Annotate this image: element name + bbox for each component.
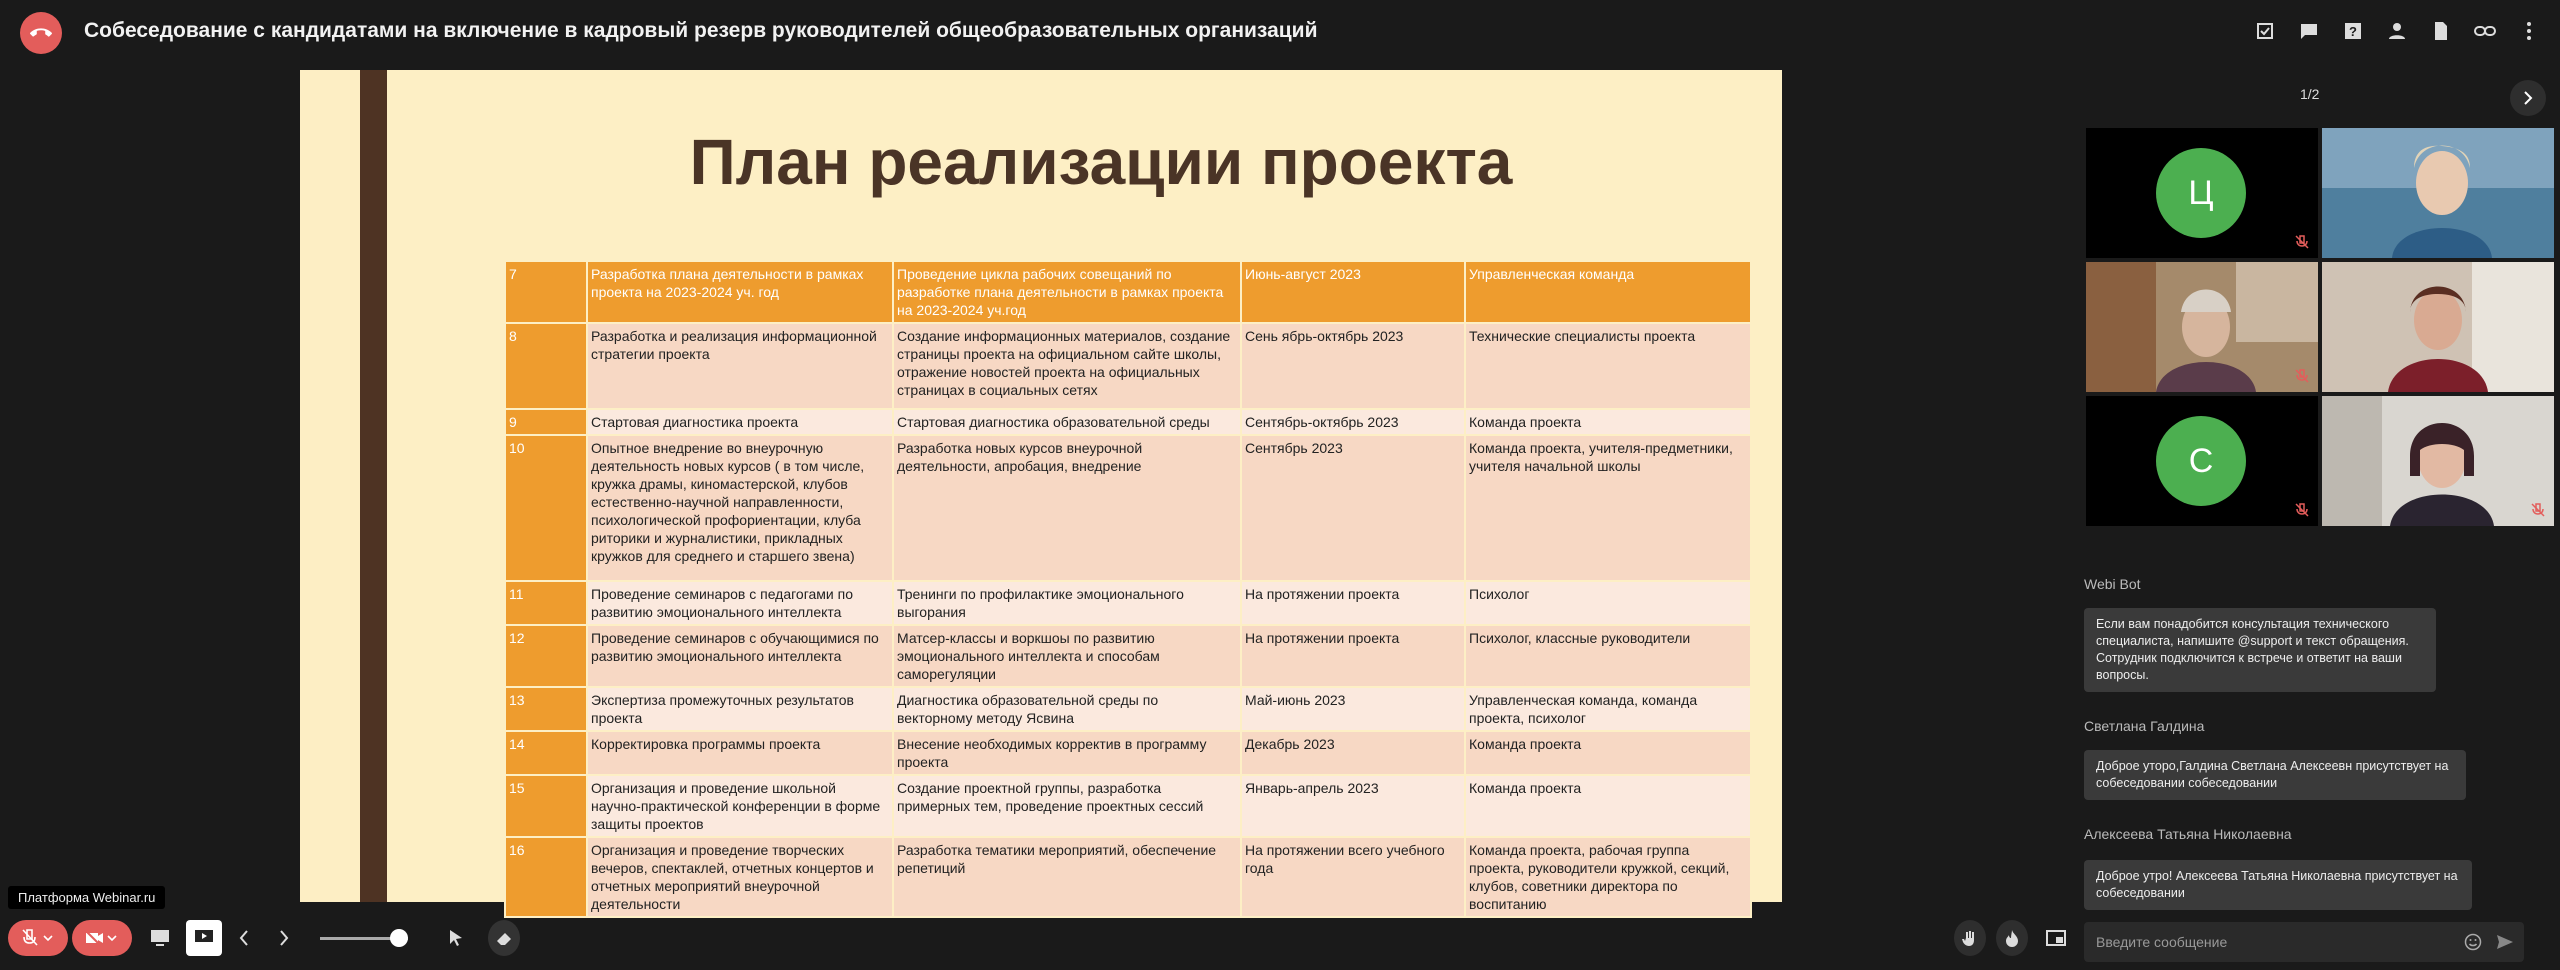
emoji-icon[interactable] bbox=[2464, 933, 2482, 951]
presentation-slide bbox=[300, 70, 1782, 912]
cursor-icon bbox=[449, 929, 463, 947]
table-row: 10 Опытное внедрение во внеурочную деятельность новых курсов ( в том числе, кружка драмы, киномастерской, клубов естественно-научной направленности, психологической профориентации, клуба риторики и журналистики, прикладных кружков для среднего и старшего звена) Разработка новых курсов внеурочной деятельности, апробация, внедрение Сентябрь 2023 Команда проекта, учителя-предметники, учителя начальной школы bbox=[505, 435, 1751, 581]
participant-tile[interactable] bbox=[2086, 262, 2318, 392]
table-row: 7 Разработка плана деятельности в рамках проекта на 2023-2024 уч. год Проведение цикла рабочих совещаний по разработке плана деятельности в рамках проекта на 2023-2024 уч.год Июнь-август 2023 Управленческая команда bbox=[505, 261, 1751, 323]
chat-icon[interactable] bbox=[2298, 20, 2320, 42]
table-row: 15 Организация и проведение школьной научно-практической конференции в форме защиты проектов Создание проектной группы, разработка примерных тем, проведение проектных сессий Январь-апрель 2023 Команда проекта bbox=[505, 775, 1751, 837]
svg-text:?: ? bbox=[2349, 24, 2357, 39]
zoom-slider-handle[interactable] bbox=[390, 929, 408, 947]
prev-slide-button[interactable] bbox=[232, 920, 256, 956]
participant-tile[interactable] bbox=[2322, 262, 2554, 392]
monitor-icon bbox=[150, 929, 170, 947]
plan-table bbox=[504, 260, 1752, 918]
screen-share-button[interactable] bbox=[144, 920, 176, 956]
participant-video bbox=[2322, 128, 2554, 258]
pointer-tool[interactable] bbox=[444, 920, 468, 956]
avatar: Ц bbox=[2156, 148, 2246, 238]
chevron-right-icon bbox=[278, 929, 290, 947]
participant-tile[interactable] bbox=[2086, 128, 2318, 258]
microphone-toggle[interactable] bbox=[8, 920, 68, 956]
chat-author: Светлана Галдина bbox=[2084, 718, 2205, 734]
participants-pager: 1/2 bbox=[2300, 86, 2320, 102]
top-bar bbox=[0, 0, 2560, 64]
chat-input-box bbox=[2084, 922, 2524, 962]
reactions-button[interactable] bbox=[1996, 920, 2028, 956]
message-input[interactable] bbox=[2084, 922, 2454, 962]
link-icon[interactable] bbox=[2474, 20, 2496, 42]
participant-tile[interactable] bbox=[2086, 396, 2318, 526]
mic-off-icon bbox=[2294, 502, 2310, 518]
raise-hand-button[interactable] bbox=[1954, 920, 1986, 956]
chat-message: Доброе уторо,Галдина Светлана Алексеевн присутствует на собеседовании собеседовании bbox=[2084, 750, 2466, 800]
document-icon[interactable] bbox=[2430, 20, 2452, 42]
leave-call-button[interactable] bbox=[20, 12, 62, 54]
mic-off-icon bbox=[2294, 368, 2310, 384]
next-page-button[interactable] bbox=[2510, 80, 2546, 116]
clear-drawing-button[interactable] bbox=[488, 920, 520, 956]
send-icon[interactable] bbox=[2496, 933, 2514, 951]
presentation-button[interactable] bbox=[186, 920, 222, 956]
chat-message: Если вам понадобится консультация технического специалиста, напишите @support и текст обращения. Сотрудник подключится к встрече и ответит на ваши вопросы. bbox=[2084, 608, 2436, 692]
table-row: 16 Организация и проведение творческих вечеров, спектаклей, отчетных концертов и отчетных мероприятий внеурочной деятельности Разработка тематики мероприятий, обеспечение репетиций На протяжении всего учебного года Команда проекта, рабочая группа проекта, руководители кружкой, секций, клубов, советники директора по воспитанию bbox=[505, 837, 1751, 917]
fire-icon bbox=[2004, 929, 2020, 947]
phone-hangup-icon bbox=[30, 22, 52, 44]
table-row: 9 Стартовая диагностика проекта Стартовая диагностика образовательной среды Сентябрь-октябрь 2023 Команда проекта bbox=[505, 409, 1751, 435]
tasks-icon[interactable] bbox=[2254, 20, 2276, 42]
camera-toggle[interactable] bbox=[72, 920, 132, 956]
slide-title: План реализации проекта bbox=[689, 126, 1513, 198]
participant-tile[interactable] bbox=[2322, 128, 2554, 258]
chat-author: Алексеева Татьяна Николаевна bbox=[2084, 826, 2292, 842]
participants-icon[interactable] bbox=[2386, 20, 2408, 42]
participant-video bbox=[2322, 262, 2554, 392]
avatar: С bbox=[2156, 416, 2246, 506]
table-row: 13 Экспертиза промежуточных результатов проекта Диагностика образовательной среды по векторному методу Ясвина Май-июнь 2023 Управленческая команда, команда проекта, психолог bbox=[505, 687, 1751, 731]
mic-off-icon bbox=[2530, 502, 2546, 518]
participant-video bbox=[2086, 262, 2318, 392]
next-slide-button[interactable] bbox=[272, 920, 296, 956]
camera-off-icon bbox=[84, 928, 120, 948]
table-row: 8 Разработка и реализация информационной стратегии проекта Создание информационных материалов, создание страницы проекта на официальном сайте школы, отражение новостей проекта на официальных страницах в социальных сетях Сень ябрь-октябрь 2023 Технические специалисты проекта bbox=[505, 323, 1751, 409]
layout-toggle-button[interactable] bbox=[2040, 920, 2072, 956]
chevron-right-icon bbox=[2521, 91, 2535, 105]
chat-author: Webi Bot bbox=[2084, 576, 2141, 592]
presentation-icon bbox=[194, 929, 214, 947]
meeting-title: Собеседование с кандидатами на включение в кадровый резерв руководителей общеобразовательных организаций bbox=[84, 19, 1318, 42]
more-menu-icon[interactable] bbox=[2518, 20, 2540, 42]
table-row: 11 Проведение семинаров с педагогами по развитию эмоционального интеллекта Тренинги по профилактике эмоционального выгорания На протяжении проекта Психолог bbox=[505, 581, 1751, 625]
picture-in-picture-icon bbox=[2046, 929, 2066, 947]
chevron-left-icon bbox=[238, 929, 250, 947]
participant-video bbox=[2322, 396, 2554, 526]
platform-tooltip: Платформа Webinar.ru bbox=[8, 886, 165, 909]
hand-icon bbox=[1961, 929, 1979, 947]
questions-icon[interactable] bbox=[2342, 20, 2364, 42]
table-row: 14 Корректировка программы проекта Внесение необходимых корректив в программу проекта Декабрь 2023 Команда проекта bbox=[505, 731, 1751, 775]
participant-tile[interactable] bbox=[2322, 396, 2554, 526]
eraser-icon bbox=[495, 929, 513, 947]
table-row: 12 Проведение семинаров с обучающимися по развитию эмоционального интеллекта Матсер-классы и воркшоы по развитию эмоционального интеллекта и способам саморегуляции На протяжении проекта Психолог, классные руководители bbox=[505, 625, 1751, 687]
chat-message: Доброе утро! Алексеева Татьяна Николаевна присутствует на собеседовании bbox=[2084, 860, 2472, 910]
mic-off-icon bbox=[2294, 234, 2310, 250]
mic-off-icon bbox=[20, 928, 56, 948]
